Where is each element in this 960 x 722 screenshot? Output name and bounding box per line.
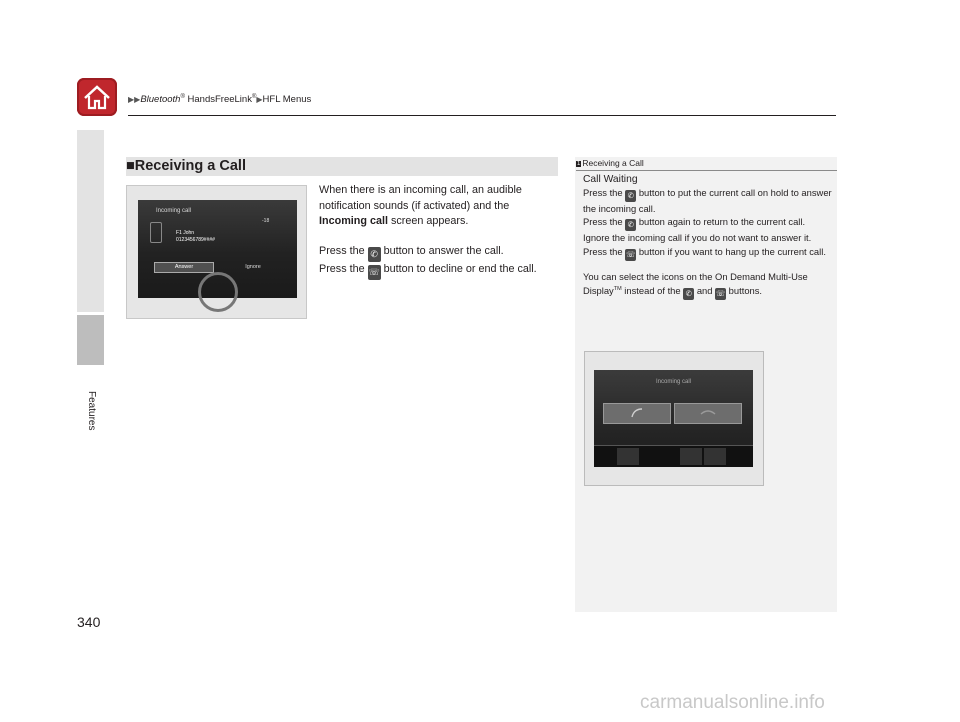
side-tab-inactive	[77, 130, 104, 312]
body-line-pre: Press the	[319, 244, 368, 257]
sidebar-paragraph	[583, 215, 835, 231]
mode-icon	[617, 448, 639, 465]
side-tab-active[interactable]	[77, 315, 104, 365]
body-line: When there is an incoming call, an audible	[319, 184, 522, 196]
sidebar-paragraph: Ignore the incoming call if you do not want to answer it.	[583, 232, 812, 244]
phone-hangup-icon	[701, 411, 715, 414]
side-tab-label: Features	[86, 391, 97, 431]
sidebar-text-and: and	[694, 284, 716, 296]
body-line	[319, 214, 564, 230]
caller-name-label: F1	[176, 230, 182, 236]
body-line	[319, 262, 564, 280]
sidebar-text-post: button to put the current call on hold to answer the incoming call.	[583, 187, 832, 215]
section-header	[126, 157, 558, 176]
body-line-pre: Press the	[319, 262, 368, 275]
incoming-call-term: Incoming call	[319, 215, 388, 227]
phone-hangup-icon: ☏	[715, 288, 726, 298]
sidebar-title	[576, 158, 644, 168]
phone-pickup-icon: ✆	[625, 190, 636, 202]
display-bottom-strip	[594, 445, 753, 467]
screen-answer-button: Answer	[154, 262, 214, 273]
sidebar-paragraph	[583, 186, 835, 215]
display-hangup-button	[674, 403, 742, 424]
breadcrumb-arrow: ▶	[256, 95, 263, 105]
car-icon	[680, 448, 702, 465]
incoming-call-screen-image	[138, 200, 297, 298]
body-line-post: button to answer the call.	[380, 244, 504, 257]
body-line	[319, 244, 564, 262]
phone-icon	[150, 222, 162, 243]
sidebar-text-post: button again to return to the current call.	[636, 216, 806, 228]
section-title: ■Receiving a Call	[126, 158, 246, 174]
sidebar-text-post: buttons.	[726, 284, 763, 296]
breadcrumb-registered-mark-2: ®	[251, 94, 257, 100]
sidebar-title-text: Receiving a Call	[582, 158, 644, 168]
phone-pickup-icon: ✆	[683, 288, 694, 300]
signal-strength: -18	[262, 218, 270, 224]
breadcrumb-bluetooth[interactable]: Bluetooth	[140, 94, 181, 106]
sidebar-title-rule	[576, 170, 837, 171]
sidebar-text-pre: You can select the icons on the On Demand Multi-Use Display	[583, 270, 808, 296]
sidebar-text-mid: instead of the	[621, 284, 684, 296]
sidebar-title-mark: 1	[577, 161, 581, 167]
caller-number: 0123456789####	[176, 237, 215, 243]
sidebar-paragraph	[583, 245, 835, 261]
body-text	[319, 183, 564, 280]
sidebar-paragraph	[583, 270, 835, 300]
sidebar-text-pre: Press the	[583, 187, 626, 199]
breadcrumb[interactable]	[128, 94, 311, 105]
watermark: carmanualsonline.info	[640, 692, 825, 713]
phone-pickup-icon: ✆	[625, 219, 636, 231]
sidebar-text	[583, 173, 835, 300]
sidebar-heading: Call Waiting	[583, 174, 638, 185]
breadcrumb-hfl-menus[interactable]: HFL Menus	[262, 94, 312, 106]
selector-knob	[198, 272, 238, 312]
page-number: 340	[77, 614, 101, 630]
display-title: Incoming call	[655, 379, 691, 385]
caller-name	[176, 230, 194, 236]
trademark-mark: TM	[613, 285, 622, 292]
phone-pickup-icon	[632, 409, 642, 417]
breadcrumb-registered-mark: ®	[180, 94, 185, 100]
body-line: notification sounds (if activated) and the	[319, 199, 510, 212]
sidebar-text-pre: Press the	[583, 245, 626, 257]
body-line-post: button to decline or end the call.	[380, 262, 537, 275]
breadcrumb-handsfreelink[interactable]: HandsFreeLink	[184, 94, 252, 106]
header-rule	[128, 115, 836, 116]
screen-ignore-button: Ignore	[245, 264, 261, 270]
phone-hangup-icon: ☏	[368, 265, 381, 280]
mode-icon	[704, 448, 726, 465]
multi-use-display-image	[594, 370, 753, 466]
sidebar-text-pre: Press the	[583, 216, 626, 228]
sidebar-text-post: button if you want to hang up the current call.	[636, 245, 826, 257]
screen-title: Incoming call	[156, 208, 192, 214]
display-pickup-button	[603, 403, 671, 424]
body-line-rest: screen appears.	[388, 215, 469, 227]
breadcrumb-arrows: ▶▶	[128, 95, 141, 105]
home-icon[interactable]	[77, 78, 117, 116]
phone-pickup-icon: ✆	[368, 247, 381, 262]
phone-hangup-icon: ☏	[626, 249, 636, 259]
caller-name-value: John	[183, 230, 195, 236]
